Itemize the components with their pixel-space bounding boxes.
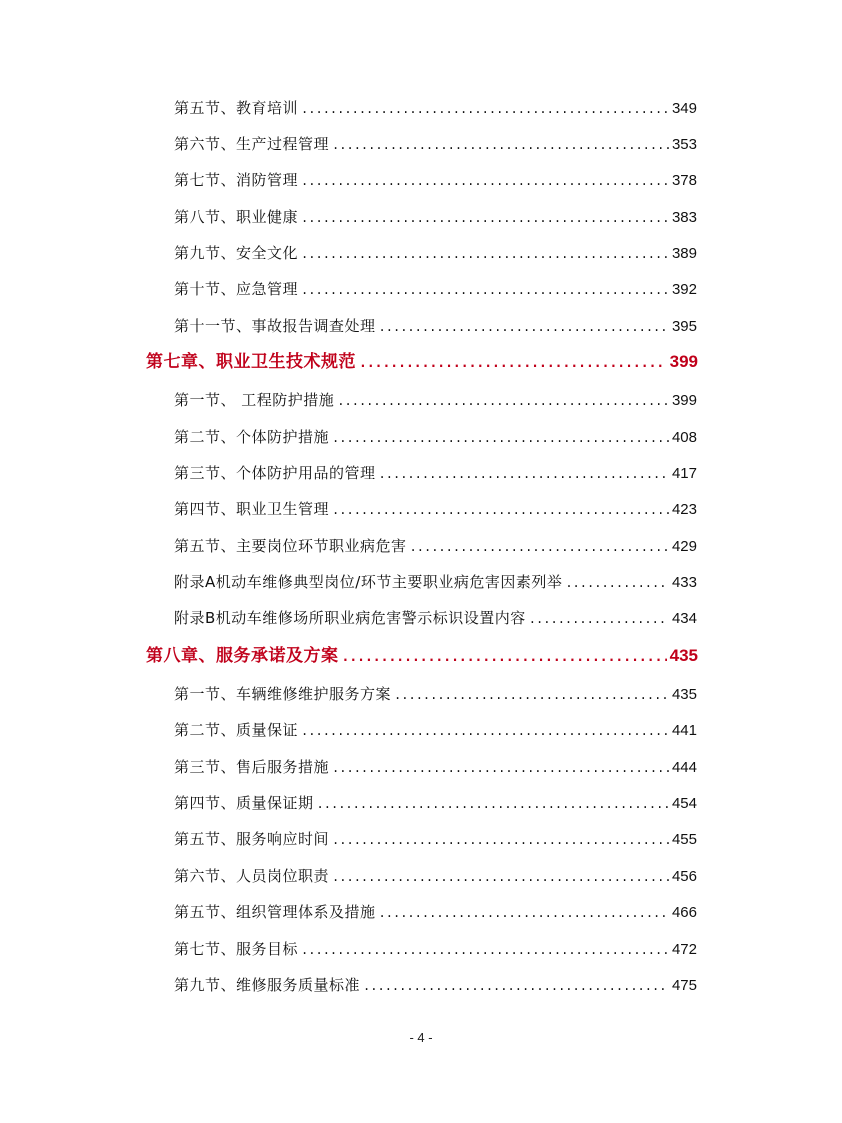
toc-appendix xyxy=(174,606,697,630)
toc-leader-dots xyxy=(379,901,669,925)
toc-chapter-page: 435 xyxy=(669,646,698,665)
toc-entry xyxy=(174,937,697,961)
toc-leader-dots xyxy=(394,683,669,707)
toc-chapter-title: 第八章、服务承诺及方案 xyxy=(146,646,339,666)
toc-entry-page: 444 xyxy=(671,759,697,776)
toc-entry-page: 349 xyxy=(671,100,697,117)
toc-entry xyxy=(174,277,697,301)
toc-entry-page: 441 xyxy=(671,722,697,739)
toc-chapter xyxy=(146,644,698,668)
toc-entry-title: 第八节、职业健康 xyxy=(174,208,299,226)
toc-leader-dots xyxy=(529,607,669,631)
toc-leader-dots xyxy=(332,865,669,889)
toc-entry-title: 第七节、消防管理 xyxy=(174,171,299,189)
toc-entry xyxy=(174,864,697,888)
toc-entry-title: 第五节、教育培训 xyxy=(174,99,299,117)
toc-entry-title: 第九节、维修服务质量标准 xyxy=(174,976,361,994)
toc-chapter-page: 399 xyxy=(669,352,698,371)
toc-leader-dots xyxy=(363,974,669,998)
toc-leader-dots xyxy=(565,571,669,595)
toc-entry-title: 第二节、质量保证 xyxy=(174,721,299,739)
toc-leader-dots xyxy=(317,792,669,816)
toc-entry-page: 395 xyxy=(671,318,697,335)
toc-entry-title: 第五节、主要岗位环节职业病危害 xyxy=(174,537,407,555)
toc-entry-page: 399 xyxy=(671,392,697,409)
toc-chapter xyxy=(146,350,698,374)
toc-entry-page: 455 xyxy=(671,831,697,848)
toc-entry xyxy=(174,241,697,265)
toc-entry-title: 第四节、质量保证期 xyxy=(174,794,314,812)
toc-leader-dots xyxy=(379,315,669,339)
toc-leader-dots xyxy=(301,938,669,962)
toc-entry-page: 475 xyxy=(671,977,697,994)
toc-entry-title: 第九节、安全文化 xyxy=(174,244,299,262)
toc-entry-page: 383 xyxy=(671,209,697,226)
toc-entry-title: 第三节、售后服务措施 xyxy=(174,758,330,776)
toc-entry xyxy=(174,497,697,521)
toc-entry-page: 435 xyxy=(671,686,697,703)
toc-leader-dots xyxy=(332,133,669,157)
toc-leader-dots xyxy=(379,462,669,486)
toc-leader-dots xyxy=(301,242,669,266)
toc-entry-page: 472 xyxy=(671,941,697,958)
toc-entry xyxy=(174,205,697,229)
toc-entry-page: 389 xyxy=(671,245,697,262)
toc-entry xyxy=(174,168,697,192)
toc-entry xyxy=(174,425,697,449)
toc-entry-title: 第六节、生产过程管理 xyxy=(174,135,330,153)
toc-entry xyxy=(174,461,697,485)
toc-entry xyxy=(174,132,697,156)
toc-leader-dots xyxy=(301,719,669,743)
toc-entry-page: 429 xyxy=(671,538,697,555)
toc-entry xyxy=(174,755,697,779)
toc-entry-title: 第五节、服务响应时间 xyxy=(174,830,330,848)
toc-entry-title: 附录B机动车维修场所职业病危害警示标识设置内容 xyxy=(174,609,526,627)
toc-entry xyxy=(174,682,697,706)
toc-entry-page: 378 xyxy=(671,172,697,189)
toc-entry-page: 434 xyxy=(671,610,697,627)
toc-entry-page: 423 xyxy=(671,501,697,518)
toc-entry xyxy=(174,388,697,412)
toc-entry-page: 417 xyxy=(671,465,697,482)
toc-entry-title: 附录A机动车维修典型岗位/环节主要职业病危害因素列举 xyxy=(174,573,563,591)
toc-entry xyxy=(174,791,697,815)
toc-entry-page: 466 xyxy=(671,904,697,921)
toc-entry-title: 第五节、组织管理体系及措施 xyxy=(174,903,376,921)
page-number: - 4 - xyxy=(409,1030,433,1045)
toc-entry-page: 456 xyxy=(671,868,697,885)
toc-leader-dots xyxy=(337,389,669,413)
toc-appendix xyxy=(174,570,697,594)
toc-leader-dots xyxy=(332,828,669,852)
toc-entry-title: 第七节、服务目标 xyxy=(174,940,299,958)
toc-entry xyxy=(174,718,697,742)
toc-leader-dots xyxy=(301,169,669,193)
toc-leader-dots xyxy=(332,756,669,780)
toc-entry-title: 第一节、 工程防护措施 xyxy=(174,391,335,409)
toc-entry-title: 第四节、职业卫生管理 xyxy=(174,500,330,518)
toc-leader-dots xyxy=(342,646,667,670)
toc-leader-dots xyxy=(301,278,669,302)
toc-entry-page: 433 xyxy=(671,574,697,591)
toc-entry-title: 第十一节、事故报告调查处理 xyxy=(174,317,376,335)
toc-entry-page: 454 xyxy=(671,795,697,812)
toc-entry-title: 第三节、个体防护用品的管理 xyxy=(174,464,376,482)
toc-leader-dots xyxy=(410,535,669,559)
toc-entry xyxy=(174,900,697,924)
toc-chapter-title: 第七章、职业卫生技术规范 xyxy=(146,352,356,372)
toc-entry-title: 第十节、应急管理 xyxy=(174,280,299,298)
toc-entry-page: 353 xyxy=(671,136,697,153)
toc-entry-page: 408 xyxy=(671,429,697,446)
toc-entry-page: 392 xyxy=(671,281,697,298)
toc-entry xyxy=(174,973,697,997)
toc-entry xyxy=(174,827,697,851)
toc-entry-title: 第六节、人员岗位职责 xyxy=(174,867,330,885)
toc-leader-dots xyxy=(359,352,667,376)
toc-leader-dots xyxy=(301,97,669,121)
toc-leader-dots xyxy=(301,206,669,230)
toc-entry-title: 第二节、个体防护措施 xyxy=(174,428,330,446)
toc-entry xyxy=(174,314,697,338)
toc-entry xyxy=(174,96,697,120)
toc-leader-dots xyxy=(332,426,669,450)
toc-leader-dots xyxy=(332,498,669,522)
toc-entry xyxy=(174,534,697,558)
toc-entry-title: 第一节、车辆维修维护服务方案 xyxy=(174,685,392,703)
